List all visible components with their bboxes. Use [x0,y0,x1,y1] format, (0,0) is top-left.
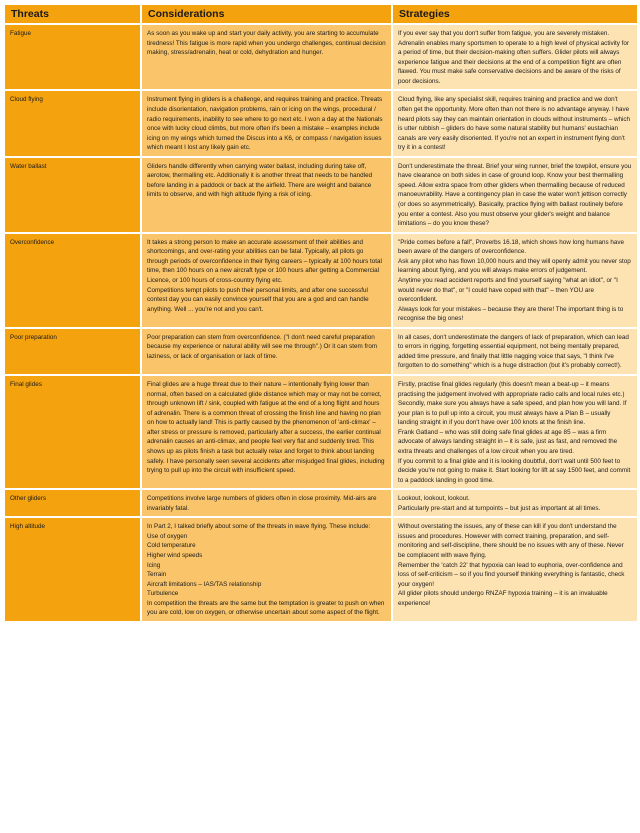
strategies-paragraph: Ask any pilot who has flown 10,000 hours and they will openly admit you never stop learning about flying, and you will always make errors of judgement. [398,257,631,275]
table-row [5,376,637,488]
threats-table [3,3,639,623]
table-row [5,91,637,155]
threat-cell: Fatigue [5,25,140,89]
threat-cell: High altitude [5,518,140,621]
strategies-paragraph: Always look for your mistakes – because they are there! The important thing is to recognise the big ones! [398,305,624,323]
considerations-paragraph: As soon as you wake up and start your daily activity, you are starting to accumulate tiredness! This fatigue is more rapid when you undergo challenges, continual decision making, stress/adrenalin, heat or cold, dehydration and hunger. [147,30,386,57]
strategies-paragraph: Frank Gatland – who was still doing safe final glides at age 85 – was a firm advocate of always landing straight in – it is safe, just as fast, and removed the extra threats and challenges of a low circuit when you are tired. [398,428,618,455]
considerations-paragraph: Poor preparation can stem from overconfidence. ("I don't need careful preparation because my experience or natural ability will see me through".) Or it can stem from laziness, or lack of organisation or lack of time. [147,333,378,360]
considerations-paragraph: Competitions involve large numbers of gliders often in close proximity. Mid-airs are invariably fatal. [147,495,377,512]
strategies-paragraph: Lookout, lookout, lookout. [398,495,470,503]
strategies-paragraph: If you commit to a final glide and it is looking doubtful, don't wait until 500 feet to decide you're not going to make it. Start looking for lift at say 1500 feet, and commit to a paddock landing in good time. [398,457,631,484]
strategies-paragraph: Secondly, make sure you always have a safe speed, and plan how you will land. If your plan is to pull up into a circuit, you must always have a Plan B – usually landing straight in if you don't have over 100 knots at the finish line. [398,400,627,427]
strategies-paragraph: If you ever say that you don't suffer from fatigue, you are severely mistaken. Adrenalin enables many sportsmen to operate to a high level of physical activity for a period of time, but their decision-making often suffers. Glider pilots will always experience fatigue and their decisions at the end of a competition flight are often flawed. You must make safe conservative decisions and be aware of the risks of poor decisions. [398,30,630,85]
strategies-cell [393,91,637,155]
threat-cell: Final glides [5,376,140,488]
strategies-paragraph: "Pride comes before a fall", Proverbs 16.18, which shows how long humans have been aware of the dangers of overconfidence. [398,238,625,256]
considerations-paragraph: Icing [147,561,161,569]
considerations-cell [142,158,391,232]
considerations-cell [142,234,391,327]
table-row [5,158,637,232]
considerations-paragraph: Higher wind speeds [147,552,203,559]
threat-cell: Cloud flying [5,91,140,155]
considerations-cell [142,490,391,516]
header-strategies: Strategies [393,5,637,23]
considerations-cell [142,518,391,621]
considerations-cell [142,376,391,488]
considerations-paragraph: Competitions tempt pilots to push their personal limits, and after one successful contest day you can easily convince yourself that you are a god and can handle anything. Well ... you're not and you can't. [147,286,369,313]
strategies-paragraph: Without overstating the issues, any of these can kill if you don't understand the issues and procedures. However with correct training, preparation, and self-monitoring and self-discipline, there should be no issues with any of these. Never be complacent with wave flying. [398,523,624,559]
threat-cell: Water ballast [5,158,140,232]
considerations-paragraph: Cold temperature [147,542,196,550]
strategies-cell [393,158,637,232]
table-row [5,234,637,327]
considerations-paragraph: Use of oxygen [147,532,188,540]
table-row [5,329,637,374]
strategies-cell [393,329,637,374]
considerations-cell [142,91,391,155]
strategies-paragraph: In all cases, don't underestimate the dangers of lack of preparation, which can lead to errors in rigging, forgetting essential equipment, not being mentally prepared, added time pressure, and finally that little nagging voice that says, "I think I've forgotten to do something" which is a huge distraction (but it's probably correct!). [398,333,629,370]
strategies-cell [393,518,637,621]
table-row [5,518,637,621]
threat-cell: Poor preparation [5,329,140,374]
threat-cell: Other gliders [5,490,140,516]
considerations-paragraph: In Part 2, I talked briefly about some of the threats in wave flying. These include: [147,523,371,531]
strategies-cell [393,25,637,89]
strategies-cell [393,490,637,516]
strategies-paragraph: Cloud flying, like any specialist skill, requires training and practice and we don't often get the opportunity. More often than not there is no advantage anyway. I have heard pilots say they can maintain orientation in clouds without instruments – which is utter rubbish – gliders do have some natural stability but humans' eustachian canals are very easily disoriented. If you're not an expert in instrument flying don't try it in a contest! [398,96,631,152]
strategies-paragraph: Anytime you read accident reports and find yourself saying "what an idiot", or "I would never do that", or "I could have coped with that" – then YOU are overconfident. [398,276,618,304]
header-row [5,5,637,23]
considerations-paragraph: Gliders handle differently when carrying water ballast, including during take off, aerotow, thermalling etc. Additionally it is another threat that needs to be handled before landing in a paddock or back at the airfield. There are weight and balance limits to observe, and with high altitude flying a risk of icing. [147,162,373,199]
considerations-paragraph: Instrument flying in gliders is a challenge, and requires training and practice. Threats include disorientation, navigation problems, rain or icing on the wings, procedural / radio requirements, inability to see where to go next etc. I won a day at the Nationals once with lucky cloud climbs, but more often it's been a mistake – examples include icing on my wings which turned the Discus into a K6, or compass / navigation issues which meant I lost any likely gain etc. [147,96,383,152]
strategies-paragraph: Don't underestimate the threat. Brief your wing runner, brief the towpilot, ensure you have clearance on both sides in case of ground loop. Know your best thermalling speed. Allow extra space from other gliders when thermalling because of reduced manoeuvrability. Have a contingency plan in case the water won't jettison correctly (or does so asymmetrically). Basically, practice flying with ballast routinely before you enter a contest. Also you must observe your glider's weight and balance limitations – do you know these? [398,162,632,228]
considerations-paragraph: Final glides are a huge threat due to their nature – intentionally flying lower than normal, often based on a calculated glide distance which may or may not be correct, through unknown lift / sink, coupled with fatigue at the end of a long flight and hours of adrenalin. There is a common threat of crossing the finish line and having no plan on how to actually land! This is partly caused by the phenomenon of 'anti-climax' – after stress or pressure is removed, particularly after a success, the earlier continual adrenalin causes an anti-climax, and people feel very flat and suddenly tired. This shows up as pilots finish a task but actually relax and forget to think about landing safely. I have personally seen several accidents after misjudged final glides, including trying to pull up into the circuit with insufficient speed. [147,381,385,475]
header-threats: Threats [5,5,140,23]
strategies-cell [393,376,637,488]
strategies-cell [393,234,637,327]
considerations-paragraph: In competition the threats are the same but the temptation is greater to push on when you are cold, low on oxygen, or otherwise uncertain about some aspect of the flight. [147,599,385,617]
considerations-paragraph: Terrain [147,571,167,579]
header-considerations: Considerations [142,5,391,23]
considerations-paragraph: Turbulence [147,590,179,598]
considerations-paragraph: It takes a strong person to make an accurate assessment of their abilities and shortcomings, and over-rating your abilities can be fatal. Typically, all pilots go through periods of overconfidence in their flying careers – typically at 100 hours total time, then 100 hours on a new aircraft type or 100 hours after getting a Commercial Licence, or 100 hours of cross-country flying etc. [147,238,382,284]
strategies-paragraph: All glider pilots should undergo RNZAF hypoxia training – it is an invaluable experience! [398,590,608,607]
table-row [5,25,637,89]
considerations-paragraph: Aircraft limitations – IAS/TAS relationship [147,580,262,588]
considerations-cell [142,25,391,89]
table-row [5,490,637,516]
considerations-cell [142,329,391,374]
threat-cell: Overconfidence [5,234,140,327]
strategies-paragraph: Particularly pre-start and at turnpoints – but just as important at all times. [398,504,601,512]
strategies-paragraph: Firstly, practise final glides regularly (this doesn't mean a beat-up – it means practising the judgement involved with appropriate radio calls and local rules etc.) [398,381,625,398]
strategies-paragraph: Remember the 'catch 22' that hypoxia can lead to euphoria, over-confidence and loss of self-criticism – so if you find yourself thinking everything is fantastic, check your oxygen! [398,561,625,588]
table-body [5,25,637,621]
